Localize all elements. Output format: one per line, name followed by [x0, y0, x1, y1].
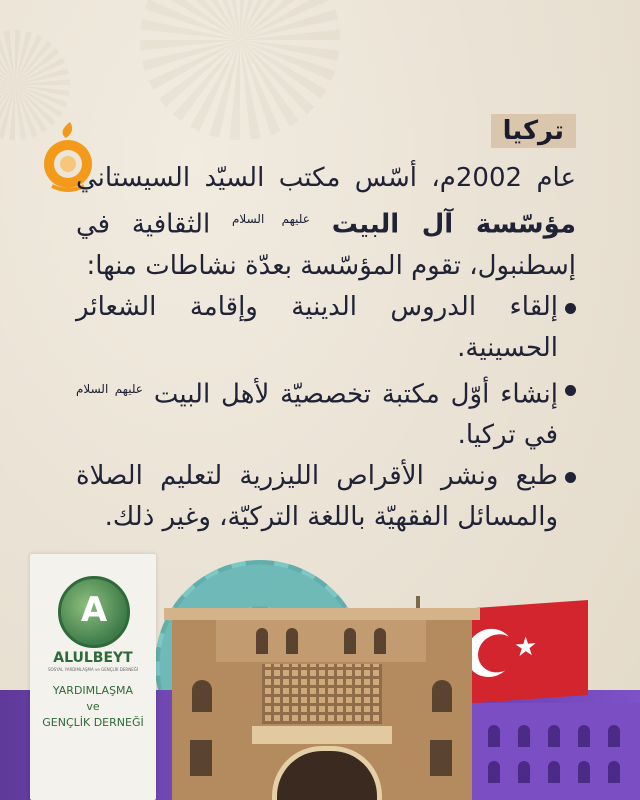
list-item-text: طبع ونشر الأقراص الليزرية لتعليم الصلاة والمسائل الفقهيّة باللغة التركيّة، وغير ذلك. [76, 461, 558, 533]
list-item [76, 369, 576, 457]
lattice-facade [262, 664, 382, 724]
list-item-text-end: في تركيا. [457, 420, 558, 451]
banner-brand: ALULBEYT [53, 650, 133, 666]
star-icon: ★ [514, 631, 538, 664]
list-item-text: إلقاء الدروس الدينية وإقامة الشعائر الحسينية. [76, 291, 558, 363]
honorific-mark: عليهم السلام [232, 212, 310, 226]
entrance-arch [272, 746, 382, 800]
main-building [172, 608, 472, 800]
globe-icon: A [58, 576, 130, 648]
banner-line: YARDIMLAŞMA [52, 684, 134, 697]
honorific-mark: عليهم السلام [76, 381, 143, 396]
decorative-ornament [140, 0, 340, 140]
page-title: تركيا [491, 114, 576, 148]
list-item [76, 456, 576, 538]
side-building [470, 703, 640, 800]
intro-text: عام 2002م، أسّس مكتب السيّد السيستاني [76, 163, 576, 193]
banner-line: GENÇLİK DERNEĞİ [42, 716, 144, 729]
banner-line: ve [86, 700, 100, 713]
organization-banner [30, 554, 156, 800]
list-item-text: إنشاء أوّل مكتبة تخصصيّة لأهل البيت [153, 379, 558, 410]
organization-name: مؤسّسة آل البيت [331, 209, 577, 240]
intro-paragraph [76, 158, 576, 287]
intro-text-end: الثقافية في إسطنبول، تقوم المؤسّسة بعدّة نشاطات منها: [76, 209, 576, 281]
inscription-plaque [252, 726, 392, 744]
list-item [76, 287, 576, 369]
activities-list [76, 287, 576, 539]
banner-tagline: SOSYAL YARDIMLAŞMA ve GENÇLİK DERNEĞİ [47, 667, 138, 672]
main-content [76, 158, 576, 538]
